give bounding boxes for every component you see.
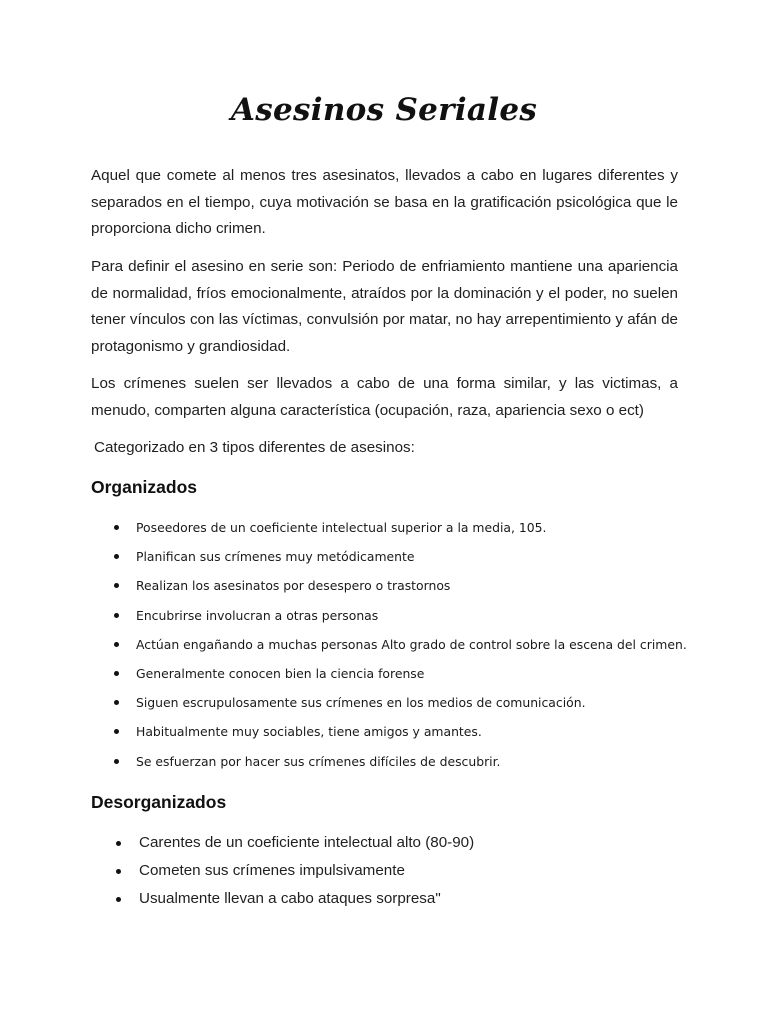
list-item-text: Se esfuerzan por hacer sus crímenes difíciles de descubrir. <box>136 753 501 769</box>
list-item <box>110 662 710 691</box>
bullet-icon <box>116 869 121 874</box>
document-title: Asesinos Seriales <box>230 92 538 128</box>
list-item-text: Realizan los asesinatos por desespero o trastornos <box>136 578 451 594</box>
bullet-icon <box>114 759 119 764</box>
list-item-text: Cometen sus crímenes impulsivamente <box>139 862 405 879</box>
bullet-icon <box>116 841 121 846</box>
list-item-text: Poseedores de un coeficiente intelectual superior a la media, 105. <box>136 520 547 535</box>
paragraph-characteristics: Para definir el asesino en serie son: Periodo de enfriamiento mantiene una apariencia de normalidad, fríos emocionalmente, atraídos por la dominación y el poder, no suelen tener vínculos con las víctimas, convulsión por matar, no hay arrepentimiento y afán de protagonismo y grandiosidad. <box>91 258 678 355</box>
list-item-text: Encubrirse involucran a otras personas <box>136 607 379 623</box>
bullet-icon <box>114 642 119 647</box>
list-desorganizados <box>112 831 712 915</box>
list-item-text: Generalmente conocen bien la ciencia forense <box>136 665 425 681</box>
bullet-icon <box>114 671 119 676</box>
paragraph-similar-crimes: Los crímenes suelen ser llevados a cabo de una forma similar, y las victimas, a menudo, comparten alguna característica (ocupación, raza, apariencia sexo o ect) <box>91 375 678 419</box>
bullet-icon <box>114 554 119 559</box>
bullet-icon <box>114 583 119 588</box>
list-item <box>110 720 710 749</box>
bullet-icon <box>114 525 119 530</box>
paragraph-definition: Aquel que comete al menos tres asesinatos, llevados a cabo en lugares diferentes y separados en el tiempo, cuya motivación se basa en la gratificación psicológica que le proporciona dicho crimen. <box>91 167 678 238</box>
list-item <box>110 574 710 603</box>
list-item <box>110 516 710 545</box>
section-heading-desorganizados: Desorganizados <box>91 792 227 812</box>
bullet-icon <box>114 613 119 618</box>
list-item <box>110 691 710 720</box>
list-item <box>110 633 710 662</box>
list-item-text: Planifican sus crímenes muy metódicamente <box>136 549 415 565</box>
list-item <box>110 750 710 779</box>
list-item-text: Carentes de un coeficiente intelectual alto (80-90) <box>139 834 475 851</box>
list-item-text: Siguen escrupulosamente sus crímenes en los medios de comunicación. <box>136 695 586 711</box>
list-item <box>110 604 710 633</box>
list-organizados <box>110 516 710 779</box>
bullet-icon <box>116 897 121 902</box>
list-item <box>112 831 712 859</box>
list-item-text: Usualmente llevan a cabo ataques sorpresa" <box>139 890 441 907</box>
paragraph-categories-intro: Categorizado en 3 tipos diferentes de asesinos: <box>94 439 415 456</box>
list-item-text: Actúan engañando a muchas personas Alto grado de control sobre la escena del crimen. <box>136 636 687 652</box>
list-item <box>110 545 710 574</box>
bullet-icon <box>114 700 119 705</box>
list-item-text: Habitualmente muy sociables, tiene amigos y amantes. <box>136 724 482 740</box>
section-heading-organizados: Organizados <box>91 477 197 497</box>
bullet-icon <box>114 729 119 734</box>
list-item <box>112 859 712 887</box>
list-item <box>112 887 712 915</box>
